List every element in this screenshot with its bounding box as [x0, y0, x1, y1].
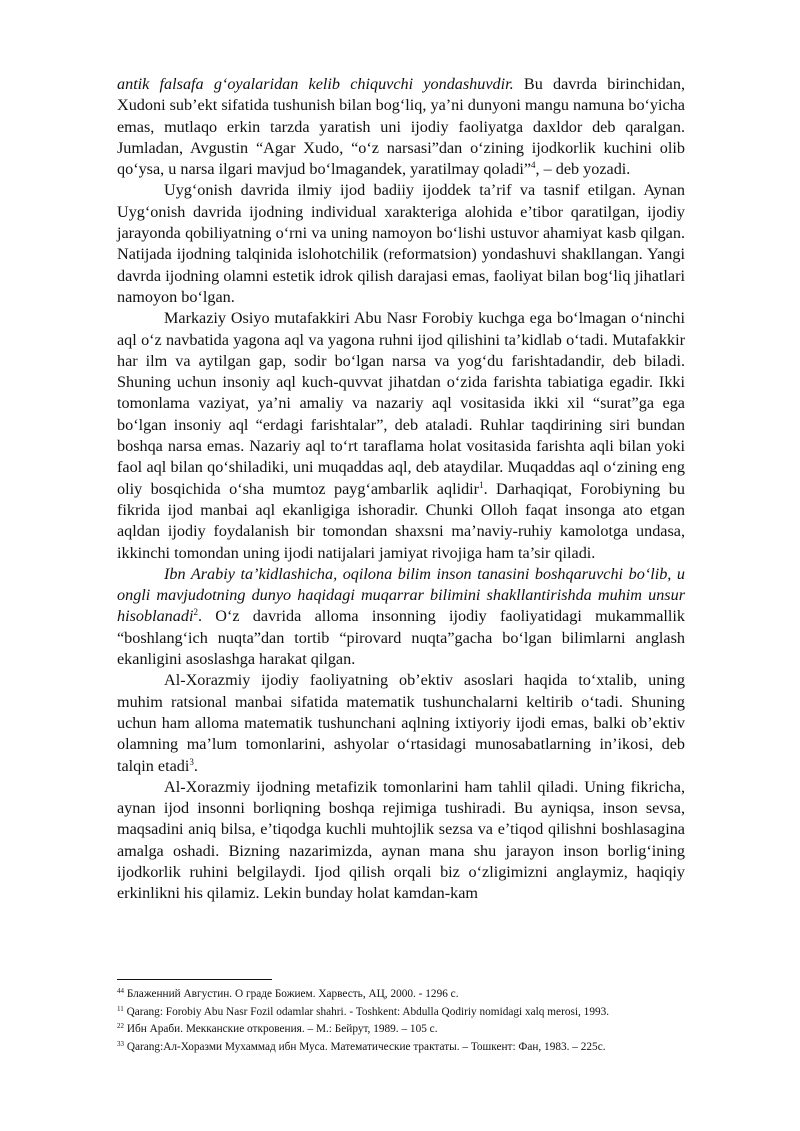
paragraph-2-text: Uyg‘onish davrida ilmiy ijod badiiy ijoddek ta’rif va tasnif etilgan. Aynan Uyg‘onish davrida ijodning individual xarakteriga alohida e’tibor qaratilgan, ijodiy jarayonda qobiliyatning o‘rni va uning namoyon bo‘lishi ustuvor ahamiyat kasb qilgan. Natijada ijodning talqinida islohotchilik (reformatsion) yondashuvi shakllangan. Yangi davrda ijodning olamni estetik idrok qilish darajasi emas, faoliyat bilan bog‘liq jihatlari namoyon bo‘lgan. — [117, 181, 685, 306]
paragraph-5-text-after: . — [193, 756, 198, 775]
footnote-text: Ибн Араби. Мекканские откровения. – М.: Бейрут, 1989. – 105 с. — [126, 1023, 438, 1035]
paragraph-5-text: Al-Xorazmiy ijodiy faoliyatning ob’ektiv asoslari haqida to‘xtalib, uning muhim ratsional manbai sifatida matematik tushunchalarni keltirib o‘tadi. Shuning uchun ham alloma matematik tushunchani aqlning ixtiyoriy ijodi emas, balki ob’ektiv olamning ma’lum tomonlarini, ashyolar o‘rtasidagi munosabatlarning in’ikosi, deb talqin etadi — [117, 671, 685, 775]
footnote-ref-1: 1 — [479, 479, 484, 490]
paragraph-3-text: Markaziy Osiyo mutafakkiri Abu Nasr Forobiy kuchga ega bo‘lmagan o‘ninchi aql o‘z navbatida yagona aql va yagona ruhni ijod qilishini ta’kidlab o‘tadi. Mutafakkir har ilm va aytilgan gap, sodir bo‘lgan narsa va yog‘du farishtadandir, deb biladi. Shuning uchun insoniy aql kuch-quvvat jihatdan o‘zida farishta tabiatiga egadir. Ikki tomonlama vaziyat, ya’ni amaliy va nazariy aql vositasida ikki xil “surat”ga ega bo‘lgan insoniy aql “erdagi farishtalar”, deb ataladi. Ruhlar taqdirining siri bundan boshqa narsa emas. Nazariy aql to‘rt taraflama holat vositasida farishta aqli bilan yoki faol aql bilan qo‘shiladiki, uni muqaddas aql, deb ataydilar. Muqaddas aql o‘zining eng oliy bosqichida o‘sha mumtoz payg‘ambarlik aqlidir — [117, 309, 685, 498]
paragraph-1-text-after: , – deb yozadi. — [535, 160, 631, 179]
footnote-ref-2: 2 — [193, 607, 198, 618]
footnote — [117, 1021, 717, 1039]
footnote-ref-3: 3 — [189, 756, 194, 767]
footnote — [117, 1004, 717, 1022]
footnote-mark: 11 — [117, 1004, 124, 1013]
paragraph-6-text: Al-Xorazmiy ijodning metafizik tomonlarini ham tahlil qiladi. Uning fikricha, aynan ijod insonni borliqning boshqa rejimiga tushiradi. Bu ayniqsa, inson sevsa, maqsadini aniq bilsa, e’tiqodga kuchli muhtojlik sezsa va e’tiqod qilishni boshlasagina amalga oshadi. Bizning nazarimizda, aynan mana shu jarayon inson borlig‘ining ijodkorlik ruhini belgilaydi. Ijod qilish orqali biz o‘zligimizni anglaymiz, haqiqiy erkinlikni his qilamiz. Lekin bunday holat kamdan-kam — [117, 777, 685, 903]
footnote-separator — [117, 979, 272, 980]
footnote-ref-4: 4 — [531, 160, 536, 171]
footnote-mark: 22 — [117, 1022, 124, 1030]
paragraph-6 — [117, 777, 685, 905]
paragraph-4-italic: Ibn Arabiy ta’kidlashicha, oqilona bilim inson tanasini boshqaruvchi bo‘lib, u ongli mavjudotning dunyo haqidagi muqarrar bilimini shakllantirishda muhim unsur hisoblanadi — [117, 564, 685, 626]
paragraph-4 — [117, 564, 685, 670]
footnote-text: Qarang:Ал-Хоразми Мухаммад ибн Муса. Математические трактаты. – Тошкент: Фан, 1983. – 225с. — [126, 1040, 606, 1053]
footnote-mark: 44 — [117, 987, 124, 995]
footnote-text: Qarang: Forobiy Abu Nasr Fozil odamlar shahri. - Toshkent: Abdulla Qodiriy nomidagi xalq merosi, 1993. — [126, 1005, 610, 1018]
footnote — [117, 1039, 717, 1057]
paragraph-3-text-after: . Darhaqiqat, Forobiyning bu fikrida ijod manbai aql ekanligiga ishoradir. Chunki Olloh faqat insonga ato etgan aqldan ijodiy foydalanish bir tomondan shaxsni ma’naviy-ruhiy kamolotga undasa, ikkinchi tomondan uning ijodi natijalari jamiyat rivojiga ham ta’sir qiladi. — [117, 479, 685, 562]
footnote-mark: 33 — [117, 1039, 124, 1048]
footnote-text: Блаженний Августин. О граде Божием. Харвесть, АЦ, 2000. - 1296 с. — [126, 988, 459, 1000]
paragraph-2 — [117, 180, 685, 308]
paragraph-3 — [117, 308, 685, 564]
paragraph-1 — [117, 74, 685, 180]
paragraph-1-text: Bu davrda birinchidan, Xudoni sub’ekt sifatida tushunish bilan bog‘liq, ya’ni dunyoni mangu namuna bo‘yicha emas, mutlaqo erkin tarzda yaratish uni ijodiy faoliyatga daxldor deb qaralgan. Jumladan, Avgustin “Agar Xudo, “o‘z narsasi”dan o‘zining ijodkorlik kuchini olib qo‘ysa, u narsa ilgari mavjud bo‘lmagandek, yaratilmay qoladi” — [117, 75, 685, 179]
paragraph-4-text-after: . O‘z davrida alloma insonning ijodiy faoliyatidagi mukammallik “boshlang‘ich nuqta”dan tortib “pirovard nuqta”gacha bo‘lgan bilimlarni anglash ekanligini asoslashga harakat qilgan. — [117, 607, 685, 669]
document-body — [117, 74, 685, 905]
paragraph-1-italic: antik falsafa g‘oyalaridan kelib chiquvchi yondashuvdir. — [117, 75, 514, 93]
footnote — [117, 986, 717, 1004]
paragraph-5 — [117, 670, 685, 776]
footnotes — [117, 986, 717, 1056]
